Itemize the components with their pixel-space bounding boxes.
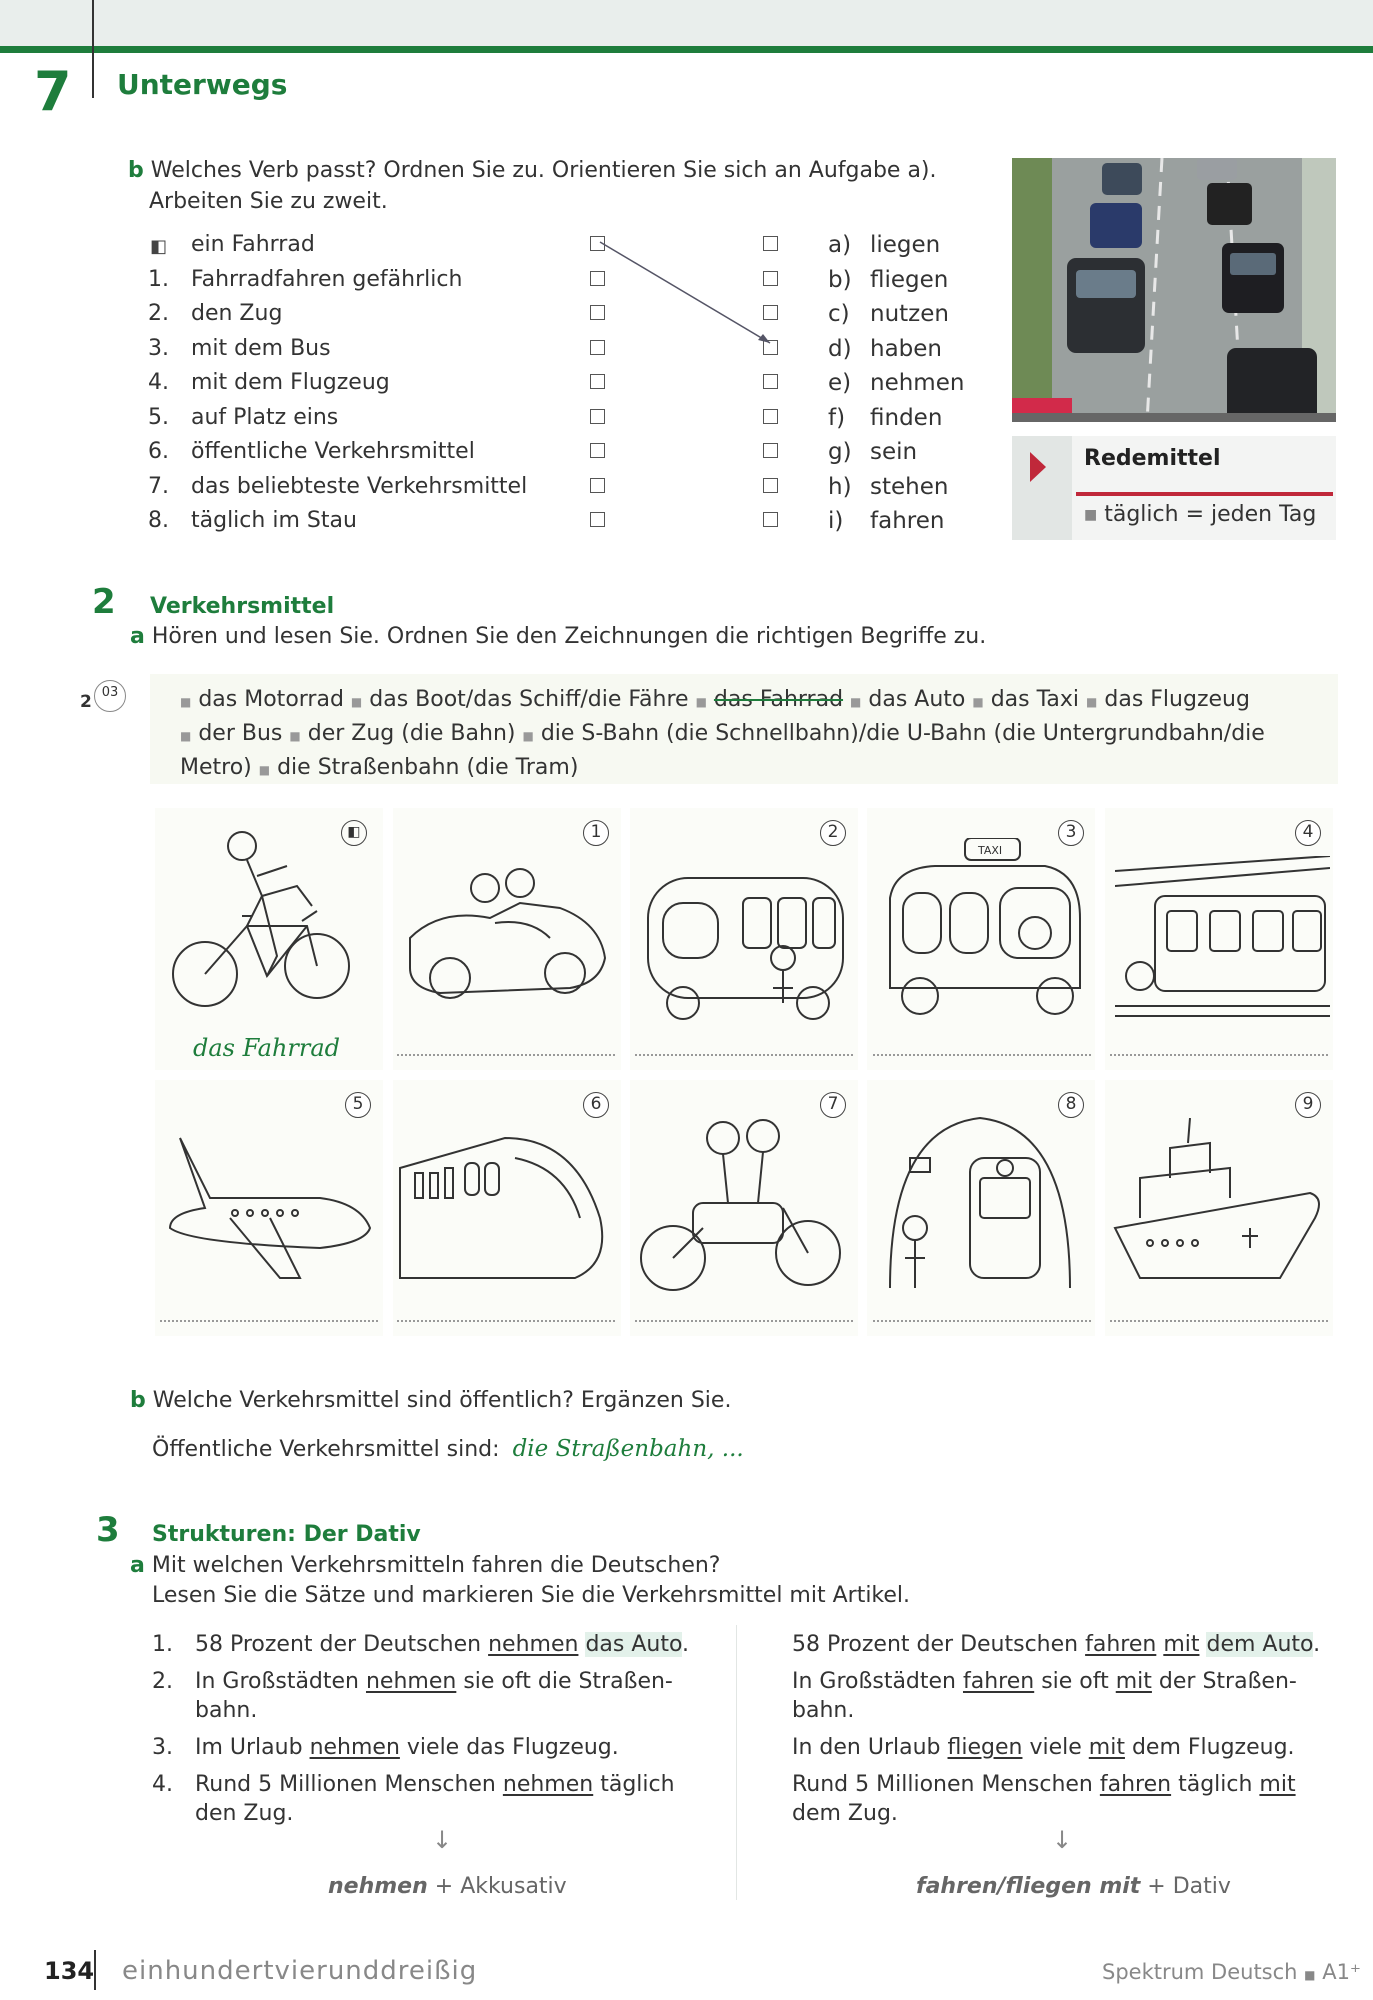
redemittel-box xyxy=(1012,436,1336,540)
object-highlight: das Auto xyxy=(585,1632,683,1657)
verb-text: haben xyxy=(870,335,942,362)
sentence xyxy=(152,1733,712,1762)
object-highlight: dem Auto xyxy=(1206,1632,1314,1657)
sentence-text: In Großstädten xyxy=(792,1669,963,1694)
word-box xyxy=(150,674,1338,784)
ex3a-instruction-line1: Mit welchen Verkehrsmitteln fahren die Deutschen? xyxy=(151,1553,721,1578)
verb-text: fliegen xyxy=(870,266,949,293)
footer-divider xyxy=(94,1950,96,1990)
item-number: 4. xyxy=(148,370,169,395)
number-circle: 8 xyxy=(1058,1092,1084,1118)
sentence xyxy=(792,1733,1352,1762)
checkbox[interactable] xyxy=(590,478,605,493)
number-circle: 6 xyxy=(583,1092,609,1118)
footer-book: Spektrum Deutsch ■ A1⁺ xyxy=(1102,1960,1362,1984)
rule-right xyxy=(916,1874,1231,1899)
word: das Taxi xyxy=(990,687,1080,712)
number-circle: 9 xyxy=(1295,1092,1321,1118)
sentence-text: sie oft die Straßen- xyxy=(456,1669,673,1694)
ex3-left-column xyxy=(152,1630,712,1828)
verb-text: fahren xyxy=(870,508,945,534)
preposition-underlined: mit xyxy=(1163,1632,1200,1657)
sentence-text: dem Flugzeug. xyxy=(1124,1735,1295,1760)
ex2-title: Verkehrsmittel xyxy=(150,594,335,619)
example-marker-icon: ◧ xyxy=(341,820,367,846)
list-item xyxy=(148,439,568,474)
sentence-text: der Straßen- xyxy=(1151,1669,1297,1694)
item-number: 2. xyxy=(148,301,169,326)
checkbox[interactable] xyxy=(763,478,778,493)
word: Metro) xyxy=(180,755,252,780)
sentence-text: viele xyxy=(1022,1735,1089,1760)
ex3a-instruction-line2: Lesen Sie die Sätze und markieren Sie die Verkehrsmittel mit Artikel. xyxy=(152,1583,911,1608)
car-drawing xyxy=(400,848,615,1028)
page-number: 134 xyxy=(44,1957,95,1985)
ex2b-letter: b xyxy=(130,1388,146,1413)
item-number: 7. xyxy=(148,473,169,499)
sentence-text: den Zug. xyxy=(195,1801,294,1826)
word: die Straßenbahn (die Tram) xyxy=(277,755,579,780)
answer-line[interactable] xyxy=(160,1320,378,1322)
ex2b-prompt: Öffentliche Verkehrsmittel sind: xyxy=(152,1437,500,1462)
subway-drawing xyxy=(870,1108,1090,1308)
verb-letter: f) xyxy=(828,404,846,431)
sentence-text: . xyxy=(682,1632,690,1657)
answer-line[interactable] xyxy=(635,1320,853,1322)
verb-text: nehmen xyxy=(870,370,965,396)
answer-line[interactable] xyxy=(1110,1054,1328,1056)
ex2a-instruction-text: Hören und lesen Sie. Ordnen Sie den Zeichnungen die richtigen Begriffe zu. xyxy=(151,624,987,649)
word: der Bus xyxy=(198,721,283,746)
verb-underlined: nehmen xyxy=(502,1772,594,1797)
number-circle: 5 xyxy=(345,1092,371,1118)
verb-letter: d) xyxy=(828,335,852,362)
list-item xyxy=(148,405,568,440)
rule-verb: nehmen xyxy=(328,1874,428,1899)
word-box-line1: ■ das Motorrad ■ das Boot/das Schiff/die Fähre ■ das Fahrrad ■ das Auto ■ das Taxi ■ das Flugzeug xyxy=(180,687,1250,712)
ex2a-letter: a xyxy=(130,624,145,649)
item-number: 6. xyxy=(148,439,169,464)
ex1b-instruction-line2: Arbeiten Sie zu zweit. xyxy=(149,189,388,214)
rule-verb: fahren/fliegen mit xyxy=(916,1874,1141,1899)
answer-line[interactable] xyxy=(873,1054,1091,1056)
item-number: 5. xyxy=(148,404,169,430)
sentence xyxy=(152,1770,712,1828)
down-arrow-icon: ↓ xyxy=(432,1826,453,1854)
item-text: auf Platz eins xyxy=(191,404,339,430)
preposition-underlined: mit xyxy=(1088,1735,1125,1760)
header-green-rule xyxy=(0,46,1373,53)
item-text: mit dem Flugzeug xyxy=(191,370,390,395)
traffic-jam-photo xyxy=(1012,158,1336,422)
ex2-number: 2 xyxy=(92,582,116,622)
word: das Boot/das Schiff/die Fähre xyxy=(369,687,689,712)
verb-underlined: fahren xyxy=(962,1669,1035,1694)
sentence-text: Rund 5 Millionen Menschen xyxy=(792,1772,1100,1797)
airplane-drawing xyxy=(160,1118,380,1308)
ex2a-instruction xyxy=(130,624,986,649)
verb-text: nutzen xyxy=(870,301,949,327)
motorcycle-drawing xyxy=(633,1108,853,1308)
verb-letter: g) xyxy=(828,439,852,465)
verb-letter: e) xyxy=(828,370,852,396)
ex1b-letter: b xyxy=(128,158,144,183)
column-divider xyxy=(736,1625,737,1900)
verb-underlined: fahren xyxy=(1085,1632,1157,1657)
checkbox[interactable] xyxy=(590,443,605,458)
sentence-number: 2. xyxy=(152,1669,173,1694)
word: das Motorrad xyxy=(198,687,344,712)
sentence-number: 1. xyxy=(152,1632,173,1657)
word-crossed-out: das Fahrrad xyxy=(713,687,844,712)
rule-left xyxy=(328,1874,567,1899)
item-text: ein Fahrrad xyxy=(191,232,315,257)
page-number-words: einhundertvierunddreißig xyxy=(122,1956,478,1986)
verb-letter: c) xyxy=(828,301,850,327)
ex3-title: Strukturen: Der Dativ xyxy=(152,1522,421,1547)
word-box-line2: ■ der Bus ■ der Zug (die Bahn) ■ die S-Bahn (die Schnellbahn)/die U-Bahn (die Untergrundbahn/die xyxy=(180,721,1265,746)
verb-underlined: fliegen xyxy=(947,1735,1023,1760)
verb-letter: a) xyxy=(828,232,852,258)
checkbox[interactable] xyxy=(590,512,605,527)
redemittel-arrow-icon xyxy=(1030,452,1046,482)
sentence xyxy=(792,1667,1352,1725)
word: das Auto xyxy=(868,687,966,712)
audio-track-sub: 03 xyxy=(94,680,126,712)
sentence-number: 4. xyxy=(152,1772,173,1797)
verb-underlined: nehmen xyxy=(365,1669,457,1694)
audio-track-number: 2 xyxy=(80,692,92,712)
item-number: 3. xyxy=(148,335,169,361)
verb-letter: h) xyxy=(828,473,852,500)
sentence-number: 3. xyxy=(152,1735,173,1760)
ex3-number: 3 xyxy=(96,1510,120,1550)
list-item xyxy=(148,301,568,336)
header-divider xyxy=(92,0,94,98)
ex2b-instruction-text: Welche Verkehrsmittel sind öffentlich? Ergänzen Sie. xyxy=(152,1388,732,1413)
verb-underlined: nehmen xyxy=(309,1735,400,1760)
book-level: A1⁺ xyxy=(1322,1960,1362,1984)
sentence-text: Im Urlaub xyxy=(195,1735,310,1760)
answer-line[interactable] xyxy=(1110,1320,1328,1322)
sentence xyxy=(152,1630,712,1659)
word-box-line3: Metro) ■ die Straßenbahn (die Tram) xyxy=(180,755,579,780)
word: das Flugzeug xyxy=(1104,687,1250,712)
verb-text: finden xyxy=(870,404,943,431)
bus-drawing xyxy=(633,848,853,1028)
list-item xyxy=(148,267,568,302)
ex3a-letter: a xyxy=(130,1553,145,1578)
checkbox[interactable] xyxy=(763,409,778,424)
checkbox[interactable] xyxy=(763,443,778,458)
ex1b-instruction xyxy=(128,155,937,217)
bicycle-drawing xyxy=(167,826,367,1026)
example-marker-icon: ◧ xyxy=(150,236,168,257)
list-item xyxy=(148,474,568,509)
list-item xyxy=(148,370,568,405)
number-circle: 7 xyxy=(820,1092,846,1118)
verb-underlined: nehmen xyxy=(488,1632,579,1657)
checkbox[interactable] xyxy=(763,512,778,527)
verb-letter: i) xyxy=(828,508,844,534)
list-item xyxy=(148,508,568,543)
chapter-title: Unterwegs xyxy=(117,68,288,101)
header-top-band xyxy=(0,0,1373,48)
answer-line[interactable] xyxy=(397,1054,615,1056)
example-answer: das Fahrrad xyxy=(193,1034,341,1062)
ship-drawing xyxy=(1110,1118,1330,1298)
sentence-text: In den Urlaub xyxy=(792,1735,948,1760)
item-text: öffentliche Verkehrsmittel xyxy=(191,439,475,464)
rule-text: + Dativ xyxy=(1147,1874,1231,1899)
sentence-text: . xyxy=(1313,1632,1321,1657)
preposition-underlined: mit xyxy=(1259,1772,1296,1797)
taxi-drawing xyxy=(875,838,1090,1028)
drawing-grid xyxy=(155,808,1340,1338)
checkbox[interactable] xyxy=(763,374,778,389)
number-circle: 3 xyxy=(1058,820,1084,846)
list-item xyxy=(148,336,568,371)
number-circle: 4 xyxy=(1295,820,1321,846)
train-drawing xyxy=(395,1118,620,1308)
sentence xyxy=(152,1667,712,1725)
sentence-text: sie oft xyxy=(1034,1669,1116,1694)
sentence-text: 58 Prozent der Deutschen xyxy=(792,1632,1086,1657)
sentence-text: bahn. xyxy=(195,1698,258,1723)
book-title: Spektrum Deutsch xyxy=(1102,1960,1298,1984)
sentence-text: 58 Prozent der Deutschen xyxy=(195,1632,489,1657)
tram-drawing xyxy=(1115,856,1330,1026)
audio-track-icon[interactable] xyxy=(80,680,136,720)
redemittel-red-rule xyxy=(1076,492,1333,496)
verb-text: liegen xyxy=(870,232,941,258)
checkbox[interactable] xyxy=(590,374,605,389)
down-arrow-icon: ↓ xyxy=(1052,1826,1073,1854)
ex3-right-column xyxy=(792,1630,1352,1828)
word: der Zug (die Bahn) xyxy=(307,721,516,746)
sentence-text: In Großstädten xyxy=(195,1669,366,1694)
item-number: 1. xyxy=(148,266,169,292)
answer-line[interactable] xyxy=(635,1054,853,1056)
item-text: das beliebteste Verkehrsmittel xyxy=(191,473,528,499)
answer-line[interactable] xyxy=(873,1320,1091,1322)
verb-letter: b) xyxy=(828,266,852,293)
verb-text: sein xyxy=(870,439,918,465)
checkbox[interactable] xyxy=(590,409,605,424)
ex1b-instruction-line1: Welches Verb passt? Ordnen Sie zu. Orientieren Sie sich an Aufgabe a). xyxy=(150,158,937,183)
list-item xyxy=(148,232,568,267)
sentence-text: bahn. xyxy=(792,1698,855,1723)
ex1b-item-list xyxy=(148,232,568,543)
taxi-sign-text: TAXI xyxy=(978,844,1003,857)
chapter-number: 7 xyxy=(34,60,72,123)
ex2b-answer: die Straßenbahn, ... xyxy=(512,1436,744,1462)
item-text: den Zug xyxy=(191,301,283,326)
sentence-text: dem Zug. xyxy=(792,1801,898,1826)
redemittel-item-text: täglich = jeden Tag xyxy=(1104,502,1317,527)
item-text: Fahrradfahren gefährlich xyxy=(191,266,463,292)
item-number: 8. xyxy=(148,508,169,533)
answer-line[interactable] xyxy=(397,1320,615,1322)
verb-text: stehen xyxy=(870,473,949,500)
item-text: täglich im Stau xyxy=(191,508,357,533)
example-connector-line xyxy=(590,230,790,360)
sentence-text: täglich xyxy=(1171,1772,1260,1797)
ex2b-instruction xyxy=(130,1388,731,1413)
rule-text: + Akkusativ xyxy=(434,1874,567,1899)
number-circle: 2 xyxy=(820,820,846,846)
sentence-text: viele das Flugzeug. xyxy=(399,1735,619,1760)
item-text: mit dem Bus xyxy=(191,335,331,361)
sentence xyxy=(792,1770,1352,1828)
number-circle: 1 xyxy=(583,820,609,846)
word: die S-Bahn (die Schnellbahn)/die U-Bahn (die Untergrundbahn/die xyxy=(540,721,1265,746)
ex2b-answer-row xyxy=(152,1436,744,1462)
verb-underlined: fahren xyxy=(1099,1772,1172,1797)
sentence xyxy=(792,1630,1352,1659)
sentence-text: Rund 5 Millionen Menschen xyxy=(195,1772,503,1797)
preposition-underlined: mit xyxy=(1115,1669,1152,1694)
sentence-text: täglich xyxy=(593,1772,675,1797)
redemittel-title: Redemittel xyxy=(1084,446,1221,471)
ex3a-instruction xyxy=(130,1551,910,1611)
redemittel-item: ■ täglich = jeden Tag xyxy=(1084,502,1317,527)
